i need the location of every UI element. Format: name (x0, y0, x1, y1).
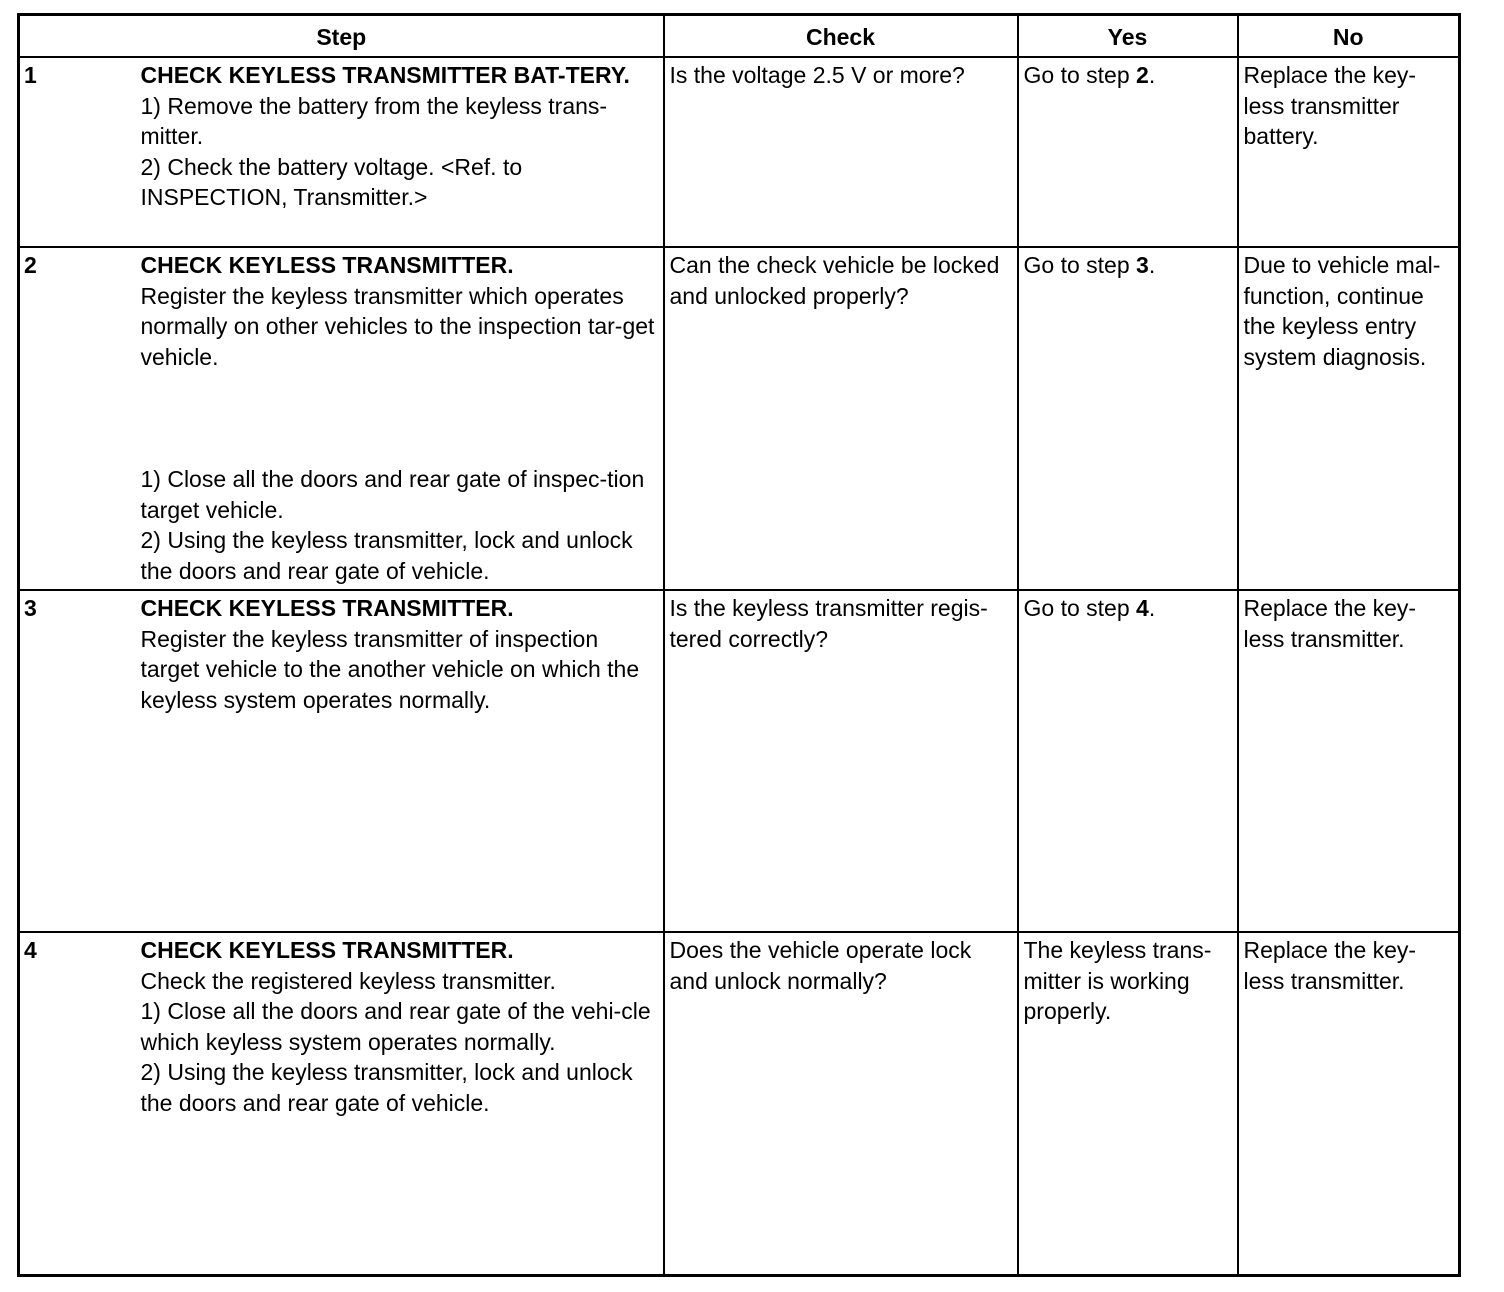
step-content (141, 247, 664, 590)
yes-cell (1018, 590, 1238, 932)
step-instruction: 2) Using the keyless transmitter, lock and unlock the doors and rear gate of vehicle. (140, 1059, 633, 1116)
check-cell: Is the keyless transmitter regis-tered correctly? (664, 590, 1018, 932)
table-row (19, 590, 1460, 932)
step-intro: Register the keyless transmitter of inspection target vehicle to the another vehicle on which the keyless system operates normally. (140, 625, 640, 713)
step-intro: Check the registered keyless transmitter. (140, 967, 556, 994)
header-check: Check (664, 15, 1018, 58)
yes-cell (1018, 57, 1238, 247)
yes-suffix: . (1148, 62, 1156, 88)
no-cell: Replace the key-less transmitter battery. (1238, 57, 1460, 247)
step-title: CHECK KEYLESS TRANSMITTER. (140, 937, 514, 963)
yes-text: Go to step (1023, 62, 1137, 88)
header-row (19, 15, 1460, 58)
yes-text: Go to step (1023, 252, 1137, 278)
step-number: 1 (19, 57, 141, 247)
step-number: 4 (19, 932, 141, 1276)
check-cell: Can the check vehicle be locked and unlocked properly? (664, 247, 1018, 590)
step-reference: 2 (1136, 62, 1149, 88)
step-instruction: 1) Close all the doors and rear gate of the vehi-cle which keyless system operates normally. (140, 998, 651, 1055)
step-content (141, 590, 664, 932)
step-title: CHECK KEYLESS TRANSMITTER BAT-TERY. (140, 62, 630, 88)
table-row (19, 57, 1460, 247)
header-no: No (1238, 15, 1460, 58)
check-cell: Is the voltage 2.5 V or more? (664, 57, 1018, 247)
table-row (19, 247, 1460, 590)
header-yes: Yes (1018, 15, 1238, 58)
step-content (141, 932, 664, 1276)
no-cell: Replace the key-less transmitter. (1238, 590, 1460, 932)
step-intro: Register the keyless transmitter which operates normally on other vehicles to the inspection tar-get vehicle. (140, 282, 655, 370)
diagnosis-table (17, 13, 1461, 1277)
yes-cell: The keyless trans-mitter is working properly. (1018, 932, 1238, 1276)
step-reference: 3 (1136, 252, 1149, 278)
step-instruction: 1) Remove the battery from the keyless trans-mitter. (140, 92, 608, 149)
step-number: 2 (19, 247, 141, 590)
step-content (141, 57, 664, 247)
yes-cell (1018, 247, 1238, 590)
yes-text: Go to step (1023, 595, 1137, 621)
step-title: CHECK KEYLESS TRANSMITTER. (140, 595, 514, 621)
step-instruction: 2) Check the battery voltage. <Ref. to INSPECTION, Transmitter.> (140, 153, 523, 210)
spacer (141, 372, 659, 464)
step-title: CHECK KEYLESS TRANSMITTER. (140, 252, 514, 278)
step-instruction: 2) Using the keyless transmitter, lock and unlock the doors and rear gate of vehicle. (140, 527, 633, 584)
check-cell: Does the vehicle operate lock and unlock normally? (664, 932, 1018, 1276)
no-cell: Replace the key-less transmitter. (1238, 932, 1460, 1276)
header-step: Step (19, 15, 664, 58)
yes-suffix: . (1148, 595, 1156, 621)
step-reference: 4 (1136, 595, 1149, 621)
table-row (19, 932, 1460, 1276)
step-instruction: 1) Close all the doors and rear gate of inspec-tion target vehicle. (140, 466, 645, 523)
no-cell: Due to vehicle mal-function, continue the keyless entry system diagnosis. (1238, 247, 1460, 590)
step-number: 3 (19, 590, 141, 932)
yes-suffix: . (1148, 252, 1156, 278)
